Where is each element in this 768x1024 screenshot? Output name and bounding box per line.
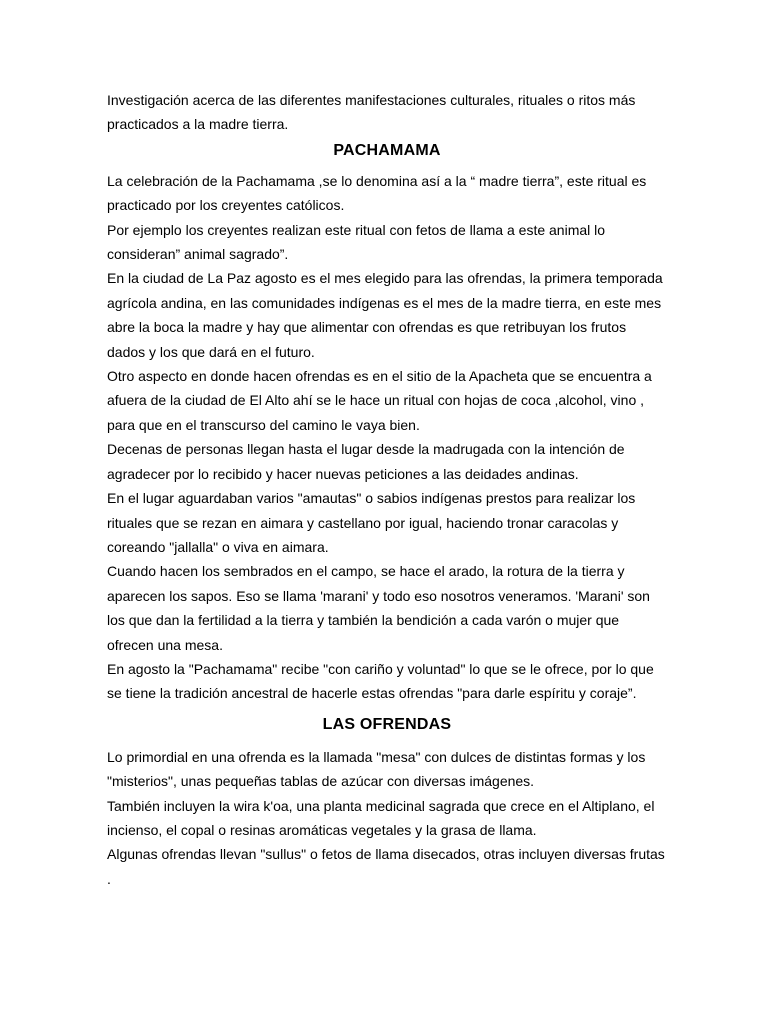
section-las-ofrendas <box>107 713 667 891</box>
paragraph: En la ciudad de La Paz agosto es el mes elegido para las ofrendas, la primera temporada agrícola andina, en las comunidades indígenas es el mes de la madre tierra, en este mes abre la boca la madre y hay que alimentar con ofrendas es que retribuyan los frutos dados y los que dará en el futuro. <box>107 270 663 360</box>
section-heading: LAS OFRENDAS <box>322 715 452 733</box>
paragraph: En agosto la "Pachamama" recibe "con cariño y voluntad" lo que se le ofrece, por lo que se tiene la tradición ancestral de hacerle estas ofrendas "para darle espíritu y coraje”. <box>107 660 654 702</box>
paragraph: Lo primordial en una ofrenda es la llamada "mesa" con dulces de distintas formas y los "misterios", unas pequeñas tablas de azúcar con diversas imágenes. <box>107 748 646 790</box>
paragraph: Decenas de personas llegan hasta el lugar desde la madrugada con la intención de agradecer por lo recibido y hacer nuevas peticiones a las deidades andinas. <box>107 441 625 482</box>
paragraph: También incluyen la wira k'oa, una planta medicinal sagrada que crece en el Altiplano, el incienso, el copal o resinas aromáticas vegetales y la grasa de llama. <box>107 797 655 838</box>
section-pachamama <box>107 139 667 706</box>
paragraph: La celebración de la Pachamama ,se lo denomina así a la “ madre tierra”, este ritual es practicado por los creyentes católicos. <box>107 172 647 214</box>
section-heading: PACHAMAMA <box>333 141 441 159</box>
paragraph: Otro aspecto en donde hacen ofrendas es en el sitio de la Apacheta que se encuentra a afuera de la ciudad de El Alto ahí se le hace un ritual con hojas de coca ,alcohol, vino , para que en el transcurso del camino le vaya bien. <box>107 368 652 433</box>
intro-paragraph: Investigación acerca de las diferentes manifestaciones culturales, rituales o ritos más practicados a la madre tierra. <box>107 92 636 133</box>
document-page <box>107 88 667 891</box>
paragraph: Cuando hacen los sembrados en el campo, se hace el arado, la rotura de la tierra y aparecen los sapos. Eso se llama 'marani' y todo eso nosotros veneramos. 'Marani' son los que dan la fertilidad a la tierra y también la bendición a cada varón o mujer que ofrecen una mesa. <box>107 563 650 653</box>
paragraph: En el lugar aguardaban varios "amautas" o sabios indígenas prestos para realizar los rituales que se rezan en aimara y castellano por igual, haciendo tronar caracolas y coreando "jallalla" o viva en aimara. <box>107 490 636 555</box>
paragraph: Por ejemplo los creyentes realizan este ritual con fetos de llama a este animal lo consideran” animal sagrado”. <box>107 221 606 263</box>
paragraph: Algunas ofrendas llevan "sullus" o fetos de llama disecados, otras incluyen diversas frutas . <box>107 846 665 887</box>
